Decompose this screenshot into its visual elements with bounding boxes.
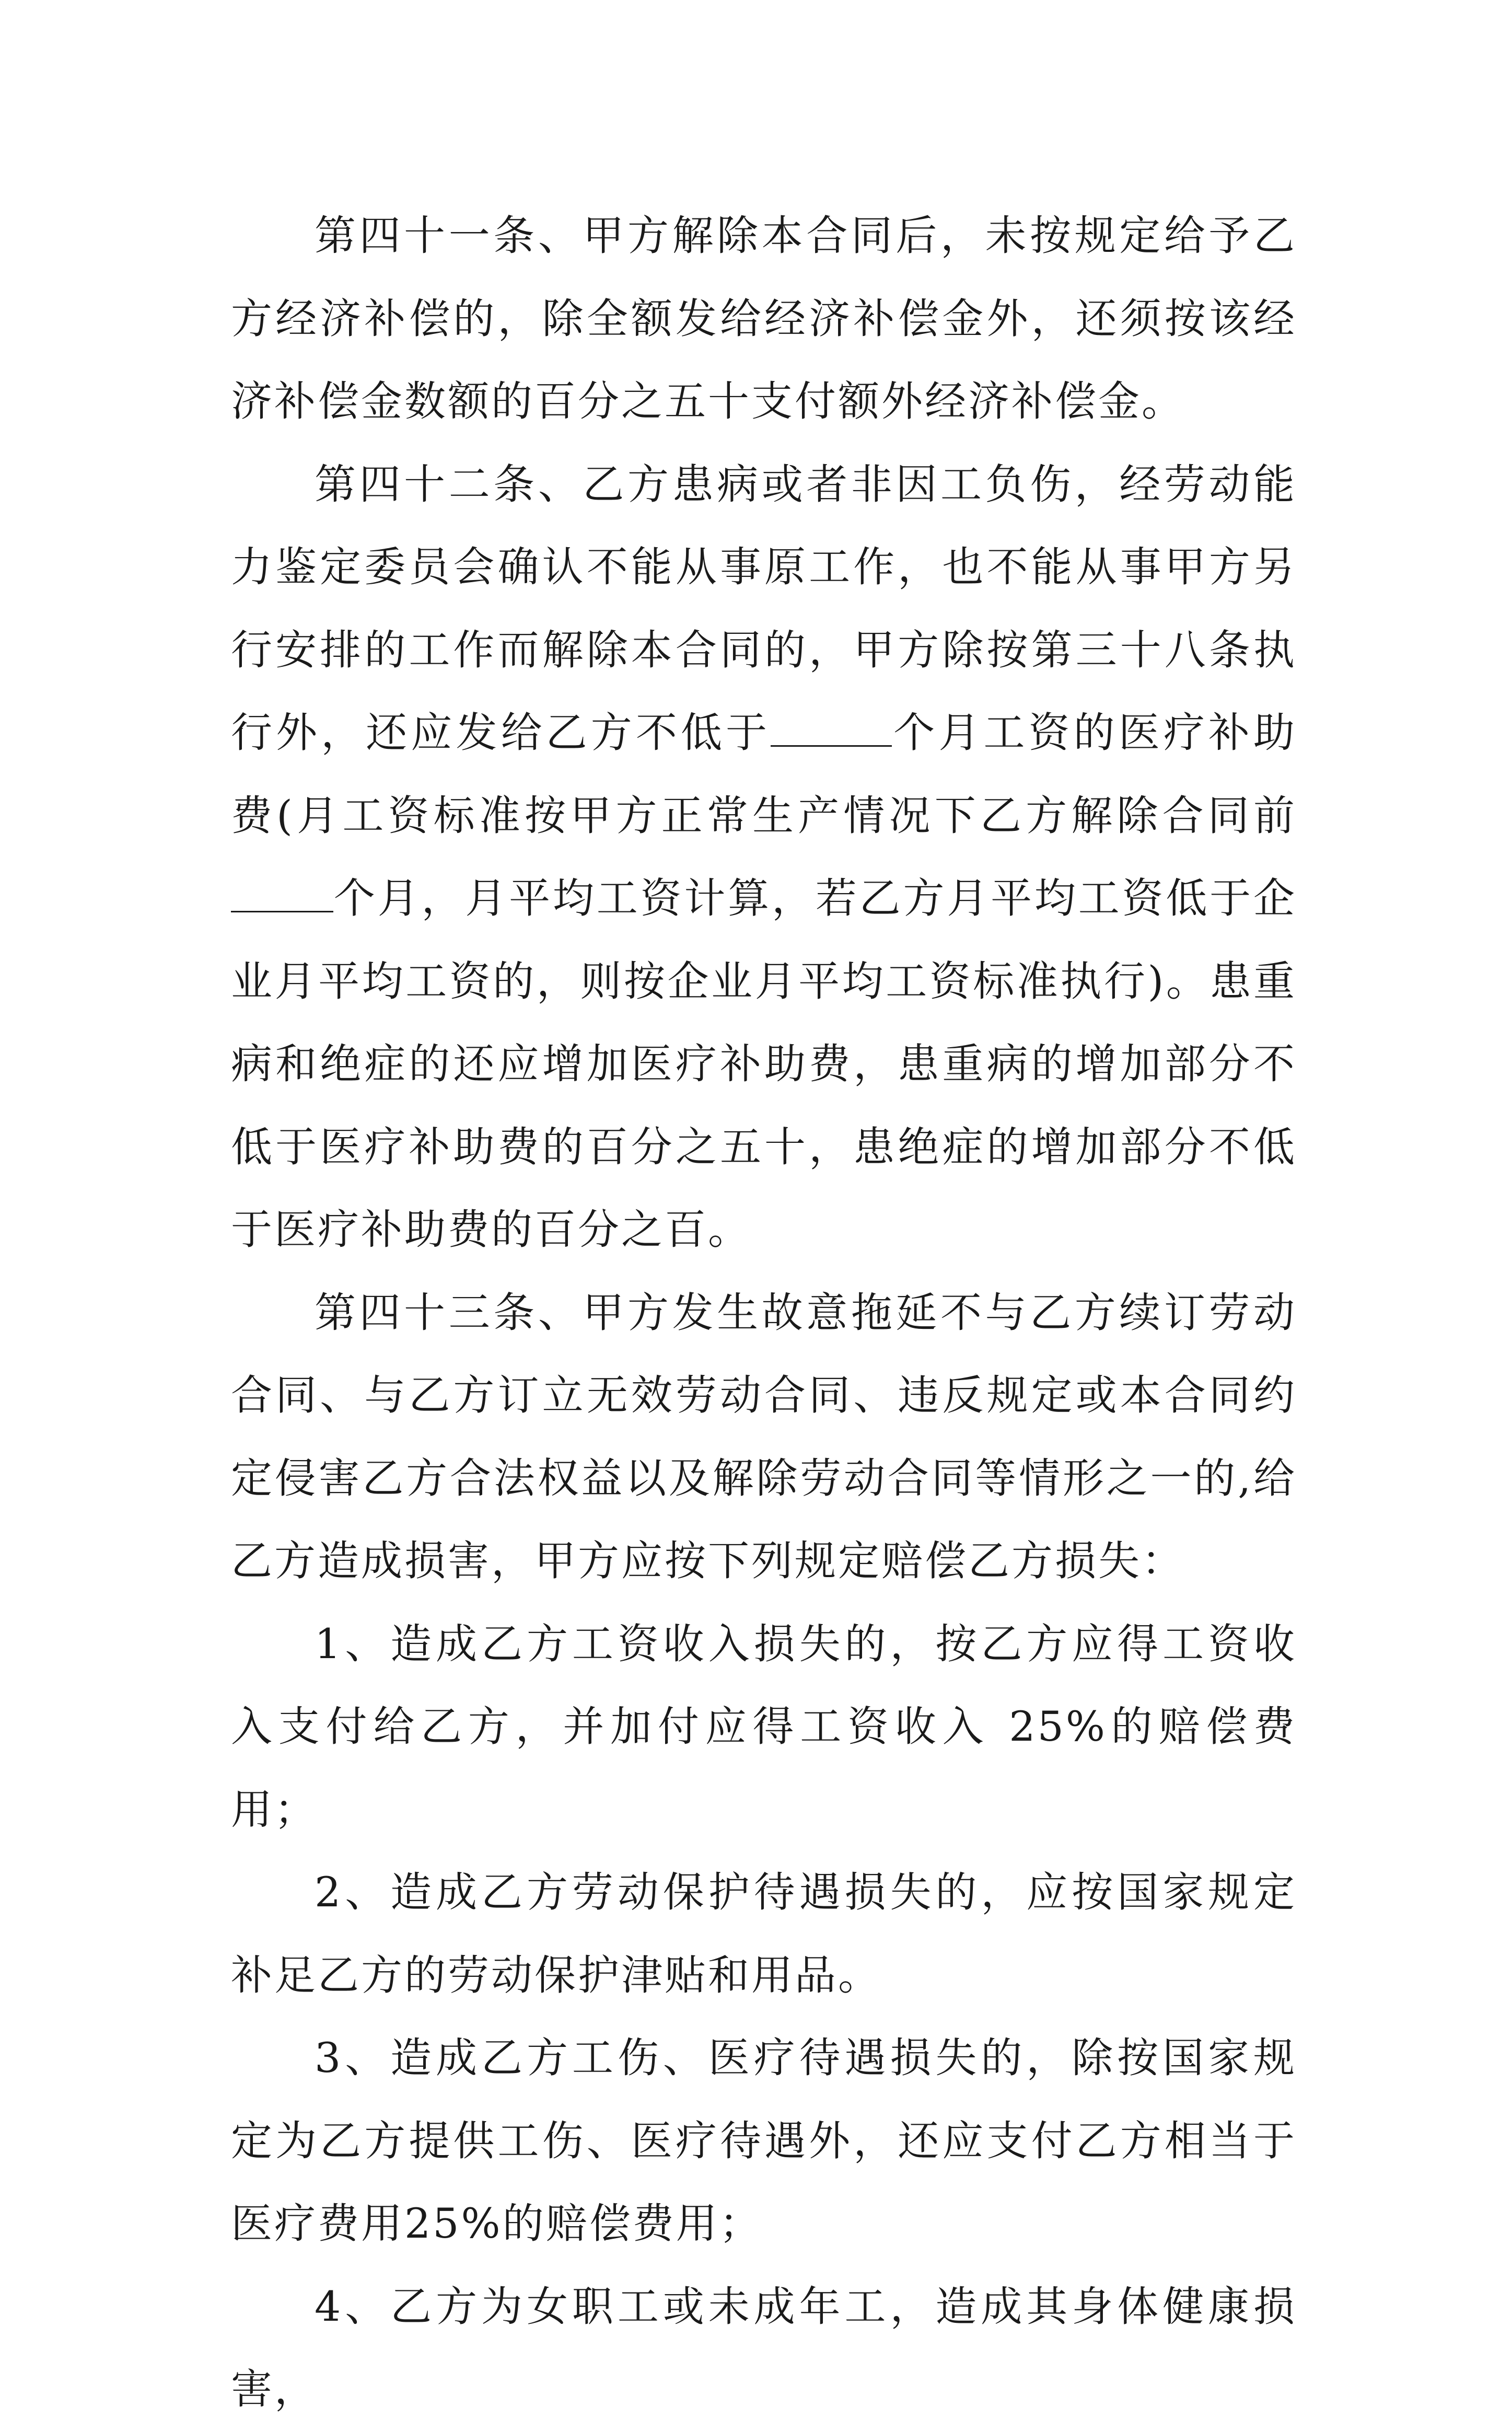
article-42-text-part3: 个月，月平均工资计算，若乙方月平均工资低于企业月平均工资的，则按企业月平均工资标准执行)。患重病和绝症的还应增加医疗补助费，患重病的增加部分不低于医疗补助费的百分之五十，患绝症的增加部分不低于医疗补助费的百分之百。 [231,874,1297,1254]
article-43-paragraph: 第四十三条、甲方发生故意拖延不与乙方续订劳动合同、与乙方订立无效劳动合同、违反规定或本合同约定侵害乙方合法权益以及解除劳动合同等情形之一的,给乙方造成损害，甲方应按下列规定赔偿乙方损失： [231,1288,1297,1585]
months-before-blank-field[interactable] [231,874,333,912]
article-42-text-part2: 个月工资的医疗补助费(月工资标准按甲方正常生产情况下乙方解除合同前 [231,709,1297,840]
article-42-paragraph [231,443,1297,1271]
list-item-4: 4、乙方为女职工或未成年工，造成其身体健康损害， [231,2282,1297,2413]
months-blank-field[interactable] [771,709,892,747]
list-item-2: 2、造成乙方劳动保护待遇损失的，应按国家规定补足乙方的劳动保护津贴和用品。 [231,1868,1297,1999]
list-item-1: 1、造成乙方工资收入损失的，按乙方应得工资收入支付给乙方，并加付应得工资收入 25%的赔偿费用； [231,1619,1297,1834]
list-item-3: 3、造成乙方工伤、医疗待遇损失的，除按国家规定为乙方提供工伤、医疗待遇外，还应支付乙方相当于医疗费用25%的赔偿费用； [231,2034,1297,2248]
article-41-paragraph: 第四十一条、甲方解除本合同后，未按规定给予乙方经济补偿的，除全额发给经济补偿金外，还须按该经济补偿金数额的百分之五十支付额外经济补偿金。 [231,212,1297,425]
contract-body [231,194,1297,2431]
article-42-text-part1: 第四十二条、乙方患病或者非因工负伤，经劳动能力鉴定委员会确认不能从事原工作，也不能从事甲方另行安排的工作而解除本合同的，甲方除按第三十八条执行外，还应发给乙方不低于 [231,460,1297,757]
